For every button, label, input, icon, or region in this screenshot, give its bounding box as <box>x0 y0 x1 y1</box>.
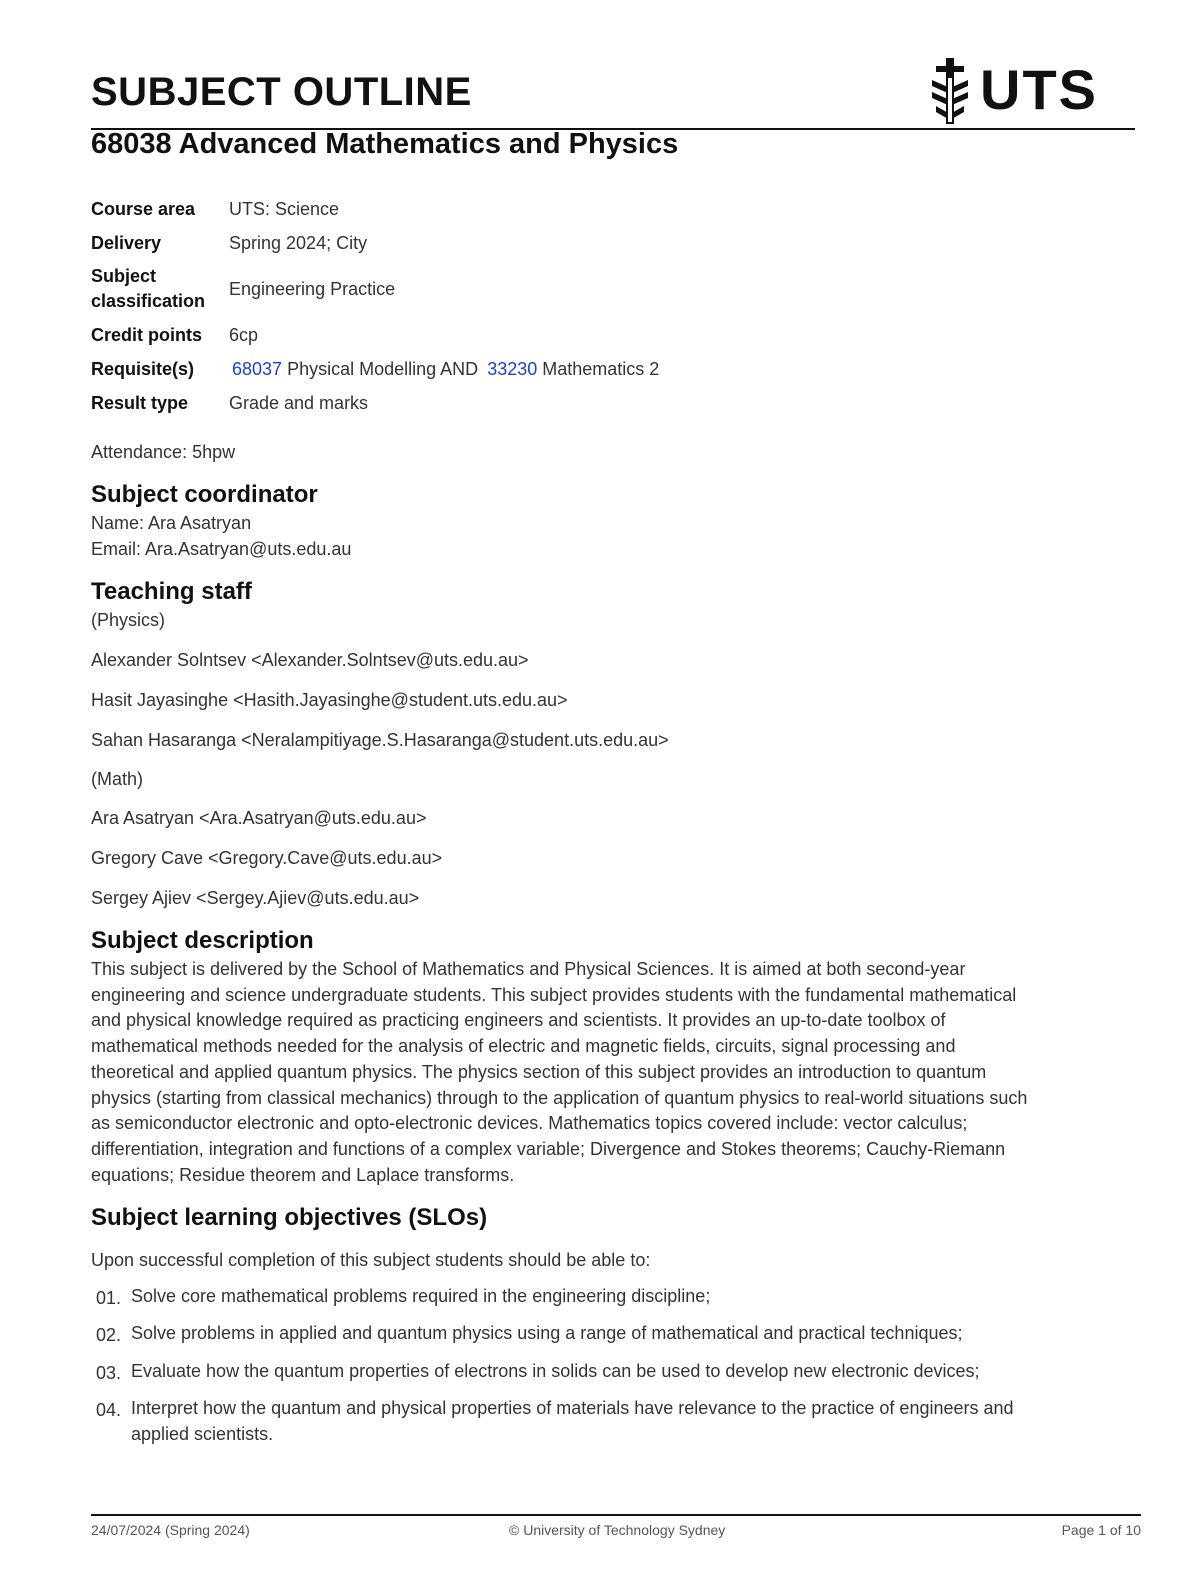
meta-value: 6cp <box>229 324 259 345</box>
slo-text-line: applied scientists. <box>131 1424 274 1444</box>
description-line: engineering and science undergraduate students. This subject provides students with the fundamental mathematical <box>91 984 1017 1005</box>
requisite-link-33230[interactable]: 33230 <box>487 358 538 379</box>
slo-number: 02. <box>96 1325 122 1345</box>
slo-number: 04. <box>96 1400 122 1420</box>
slo-intro: Upon successful completion of this subject students should be able to: <box>91 1250 651 1270</box>
document-title: SUBJECT OUTLINE <box>91 70 472 114</box>
coordinator-heading: Subject coordinator <box>91 481 318 508</box>
meta-label: Course area <box>91 198 196 219</box>
meta-label-line: classification <box>91 291 206 311</box>
meta-row-classification <box>91 260 659 318</box>
meta-label <box>91 260 229 318</box>
meta-label: Credit points <box>91 324 202 345</box>
description-line: and physical knowledge required as practicing engineers and scientists. It provides an up-to-date toolbox of <box>91 1010 946 1031</box>
description-line: theoretical and applied quantum physics. The physics section of this subject provides an introduction to quantum <box>91 1061 987 1082</box>
uts-emblem-icon <box>928 58 972 124</box>
meta-label-line: Subject <box>91 266 157 286</box>
slo-number: 01. <box>96 1288 122 1308</box>
meta-label: Result type <box>91 392 189 413</box>
meta-row-delivery <box>91 226 659 260</box>
description-line: mathematical methods needed for the analysis of electric and magnetic fields, circuits, signal processing and <box>91 1036 956 1057</box>
slo-heading: Subject learning objectives (SLOs) <box>91 1204 488 1231</box>
requisite-name: Mathematics 2 <box>542 358 660 379</box>
page-header <box>91 58 1135 130</box>
description-line: as semiconductor electronic and opto-electronic devices. Mathematics topics covered include: vector calculus; <box>91 1113 968 1134</box>
meta-value <box>229 352 659 386</box>
meta-row-requisites <box>91 352 659 386</box>
physics-label: (Physics) <box>91 610 166 630</box>
math-label: (Math) <box>91 769 144 789</box>
meta-value: Spring 2024; City <box>229 232 368 253</box>
meta-row-course-area <box>91 192 659 226</box>
slo-text: Evaluate how the quantum properties of electrons in solids can be used to develop new electronic devices; <box>131 1361 980 1381</box>
meta-row-credit <box>91 318 659 352</box>
coordinator-name: Name: Ara Asatryan <box>91 513 252 533</box>
meta-label: Requisite(s) <box>91 358 195 379</box>
slo-text: Solve core mathematical problems required in the engineering discipline; <box>131 1286 711 1306</box>
staff-member: Hasit Jayasinghe <Hasith.Jayasinghe@student.uts.edu.au> <box>91 690 568 710</box>
staff-member: Gregory Cave <Gregory.Cave@uts.edu.au> <box>91 848 443 868</box>
subject-meta-table <box>91 192 659 420</box>
staff-member: Sergey Ajiev <Sergey.Ajiev@uts.edu.au> <box>91 888 420 908</box>
uts-logo <box>928 54 1098 126</box>
staff-member: Alexander Solntsev <Alexander.Solntsev@uts.edu.au> <box>91 650 529 670</box>
slo-text: Solve problems in applied and quantum physics using a range of mathematical and practical techniques; <box>131 1323 963 1343</box>
slo-number: 03. <box>96 1363 122 1383</box>
footer-date: 24/07/2024 (Spring 2024) <box>91 1522 250 1538</box>
requisite-name: Physical Modelling AND <box>287 358 479 379</box>
meta-row-result-type <box>91 386 659 420</box>
teaching-staff-heading: Teaching staff <box>91 578 252 605</box>
meta-value: Engineering Practice <box>229 278 396 299</box>
staff-member: Sahan Hasaranga <Neralampitiyage.S.Hasaranga@student.uts.edu.au> <box>91 730 669 750</box>
logo-text: UTS <box>980 58 1098 121</box>
attendance-text: Attendance: 5hpw <box>91 442 236 462</box>
meta-value: UTS: Science <box>229 198 340 219</box>
slo-text-line: Interpret how the quantum and physical properties of materials have relevance to the practice of engineers and <box>131 1398 1014 1418</box>
footer-page-number: Page 1 of 10 <box>1061 1522 1141 1538</box>
description-line: equations; Residue theorem and Laplace transforms. <box>91 1164 515 1185</box>
requisite-link-68037[interactable]: 68037 <box>232 358 283 379</box>
slo-text <box>131 1395 1131 1447</box>
description-line: physics (starting from classical mechanics) through to the application of quantum physics to real-world situations such <box>91 1087 1028 1108</box>
description-line: differentiation, integration and functions of a complex variable; Divergence and Stokes theorems; Cauchy-Riemann <box>91 1138 1006 1159</box>
description-body <box>91 957 1131 1188</box>
subject-title: 68038 Advanced Mathematics and Physics <box>91 128 679 160</box>
meta-label: Delivery <box>91 232 162 253</box>
description-heading: Subject description <box>91 927 314 954</box>
staff-member: Ara Asatryan <Ara.Asatryan@uts.edu.au> <box>91 808 427 828</box>
coordinator-email: Email: Ara.Asatryan@uts.edu.au <box>91 539 352 559</box>
page-footer <box>91 1514 1141 1538</box>
description-line: This subject is delivered by the School of Mathematics and Physical Sciences. It is aimed at both second-year <box>91 959 966 979</box>
meta-value: Grade and marks <box>229 392 369 413</box>
footer-copyright: © University of Technology Sydney <box>509 1522 726 1538</box>
